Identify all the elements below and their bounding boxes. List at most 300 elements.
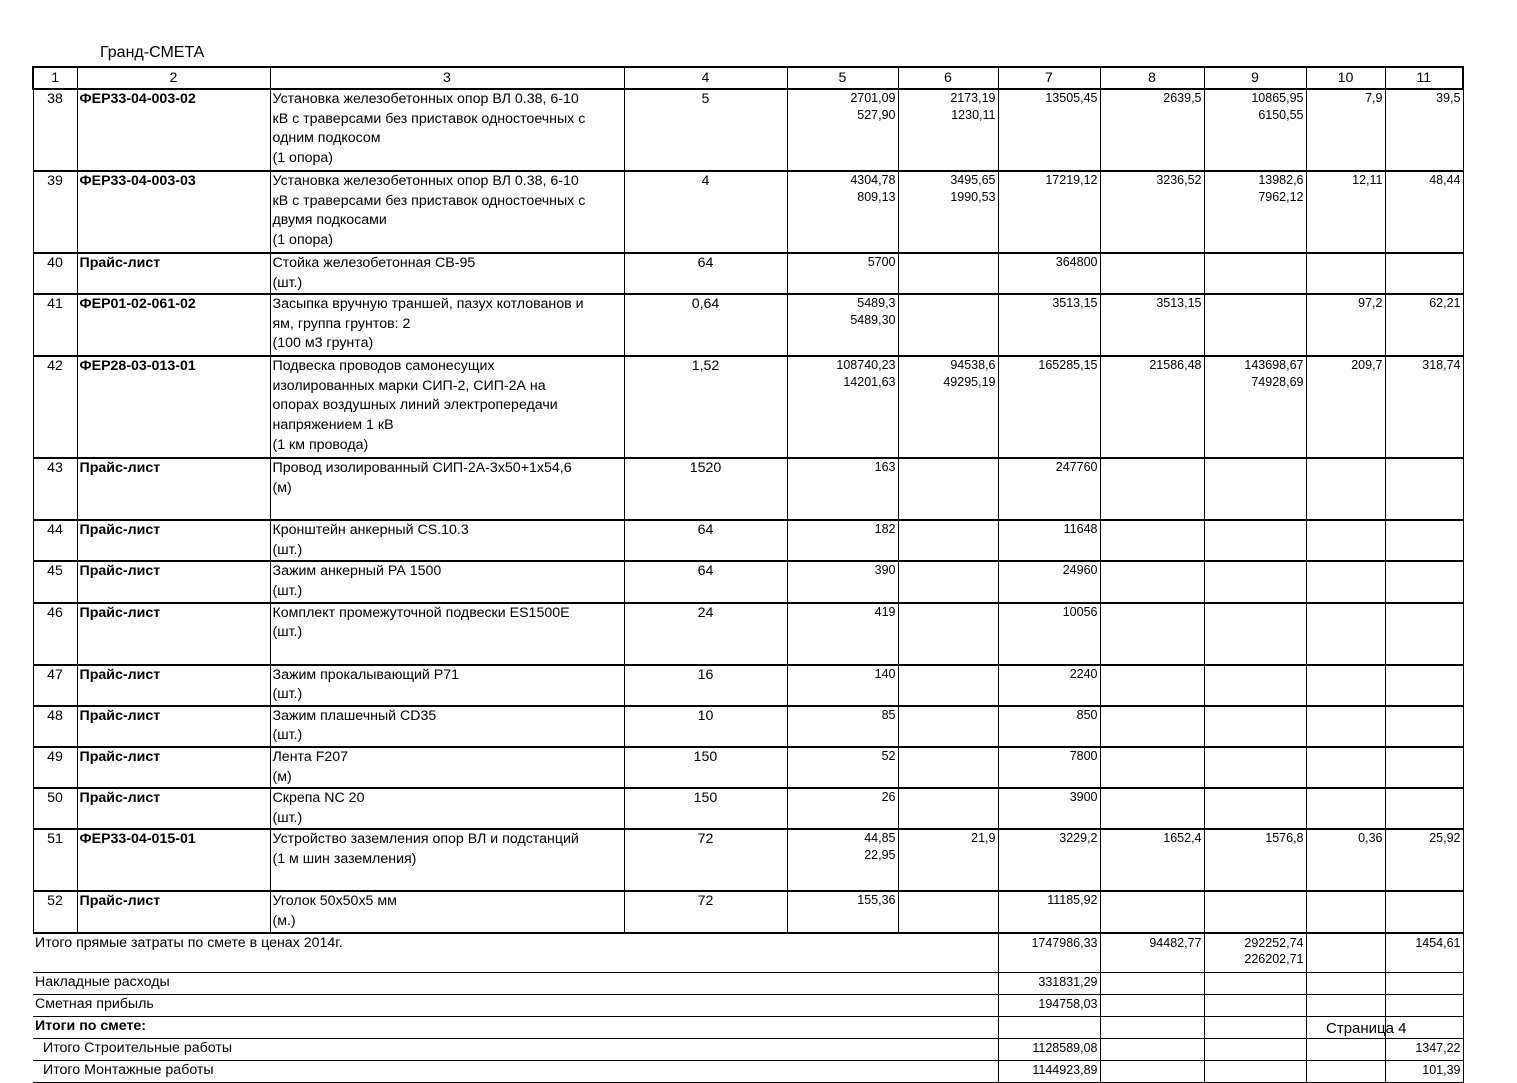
total-hours	[1385, 995, 1463, 1017]
quantity: 10	[624, 706, 787, 747]
value-line: 108740,23	[836, 358, 896, 373]
labor-hours-unit: 209,7	[1306, 356, 1385, 458]
unit-machine-cost	[898, 788, 998, 829]
labor-cost: 21586,48	[1100, 356, 1204, 458]
table-row	[33, 356, 1463, 458]
value-line: 3495,65	[950, 173, 996, 187]
value-line: 26	[881, 790, 896, 805]
work-description	[270, 829, 624, 891]
description-line: (м.)	[272, 912, 296, 929]
work-description	[270, 561, 624, 602]
row-number: 45	[33, 561, 77, 602]
value-line: 226202,71	[1244, 952, 1304, 966]
total-row-direct	[33, 933, 1463, 973]
machine-cost	[1204, 89, 1306, 171]
labor-hours-total	[1385, 706, 1463, 747]
total-machine	[1204, 1039, 1306, 1061]
total-row-summary	[33, 1017, 1463, 1039]
total-cost: 2240	[998, 665, 1100, 706]
total-cost: 850	[998, 706, 1100, 747]
labor-cost	[1100, 788, 1204, 829]
labor-hours-unit	[1306, 561, 1385, 602]
description-line: (м)	[272, 479, 292, 496]
total-hours: 1347,22	[1385, 1039, 1463, 1061]
description-line: (1 м шин заземления)	[272, 850, 417, 867]
description-line: Провод изолированный СИП-2А-3х50+1х54,6	[272, 460, 572, 477]
description-line: Зажим прокалывающий Р71	[272, 666, 460, 683]
row-number: 44	[33, 520, 77, 561]
row-number: 38	[33, 89, 77, 171]
value-line: 140	[874, 666, 896, 681]
total-amount: 1144923,89	[998, 1061, 1100, 1083]
column-number: 6	[898, 67, 998, 89]
description-line: одним подкосом	[272, 130, 381, 147]
description-line: (100 м3 грунта)	[272, 335, 374, 352]
description-line: напряжением 1 кВ	[272, 416, 394, 433]
unit-machine-cost	[898, 294, 998, 356]
description-line: Стойка железобетонная СВ-95	[272, 255, 476, 271]
table-row	[33, 747, 1463, 788]
machine-cost	[1204, 253, 1306, 294]
description-line: (шт.)	[272, 541, 303, 558]
labor-cost	[1100, 520, 1204, 561]
labor-cost	[1100, 891, 1204, 932]
labor-hours-unit: 0,36	[1306, 829, 1385, 891]
description-line: (шт.)	[272, 809, 303, 826]
value-line: 13982,6	[1258, 173, 1304, 187]
work-description	[270, 603, 624, 665]
unit-cost	[787, 356, 898, 458]
work-description	[270, 891, 624, 932]
total-cost: 247760	[998, 458, 1100, 520]
value-line: 182	[874, 522, 896, 537]
labor-hours-unit: 12,11	[1306, 171, 1385, 253]
quantity: 0,64	[624, 294, 787, 356]
quantity: 5	[624, 89, 787, 171]
labor-cost: 2639,5	[1100, 89, 1204, 171]
total-amount: 1128589,08	[998, 1039, 1100, 1061]
row-number: 49	[33, 747, 77, 788]
column-number: 7	[998, 67, 1100, 89]
labor-hours-total	[1385, 603, 1463, 665]
table-row	[33, 788, 1463, 829]
total-cost: 13505,45	[998, 89, 1100, 171]
labor-hours-total	[1385, 747, 1463, 788]
column-number: 1	[33, 67, 77, 89]
column-number-row	[33, 67, 1463, 89]
total-label: Итоги по смете:	[33, 1017, 998, 1039]
row-number: 41	[33, 294, 77, 356]
description-line: Засыпка вручную траншей, пазух котлованов и	[272, 296, 584, 313]
row-number: 50	[33, 788, 77, 829]
description-line: (шт.)	[272, 624, 303, 641]
table-row	[33, 294, 1463, 356]
description-line: кВ с траверсами без приставок одностоечных с	[272, 110, 586, 127]
row-number: 46	[33, 603, 77, 665]
machine-cost	[1204, 520, 1306, 561]
total-hours-unit	[1306, 973, 1385, 995]
labor-hours-total: 62,21	[1385, 294, 1463, 356]
unit-machine-cost	[898, 665, 998, 706]
column-number: 10	[1306, 67, 1385, 89]
total-cost: 10056	[998, 603, 1100, 665]
total-row-profit	[33, 995, 1463, 1017]
value-line: 1576,8	[1265, 831, 1304, 846]
column-number: 3	[270, 67, 624, 89]
rate-code: ФЕР33-04-003-03	[77, 171, 270, 253]
unit-machine-cost	[898, 747, 998, 788]
value-line: 74928,69	[1251, 374, 1304, 389]
rate-code: Прайс-лист	[77, 706, 270, 747]
total-cost: 24960	[998, 561, 1100, 602]
machine-cost	[1204, 561, 1306, 602]
table-row	[33, 171, 1463, 253]
value-line: 5489,30	[850, 312, 896, 327]
column-number: 9	[1204, 67, 1306, 89]
value-line: 52	[881, 748, 896, 763]
value-line: 44,85	[864, 831, 896, 846]
value-line: 163	[874, 460, 896, 475]
quantity: 1,52	[624, 356, 787, 458]
total-label: Итого прямые затраты по смете в ценах 2014г.	[33, 933, 998, 973]
value-line: 2173,19	[950, 91, 996, 105]
labor-hours-unit	[1306, 520, 1385, 561]
labor-hours-unit: 7,9	[1306, 89, 1385, 171]
labor-hours-unit	[1306, 747, 1385, 788]
labor-hours-unit	[1306, 603, 1385, 665]
total-hours: 1454,61	[1385, 933, 1463, 973]
table-row	[33, 665, 1463, 706]
unit-cost	[787, 891, 898, 932]
labor-cost	[1100, 253, 1204, 294]
unit-machine-cost	[898, 458, 998, 520]
total-hours	[1385, 973, 1463, 995]
unit-machine-cost	[898, 706, 998, 747]
machine-cost	[1204, 603, 1306, 665]
labor-hours-unit	[1306, 788, 1385, 829]
unit-machine-cost	[898, 520, 998, 561]
table-row	[33, 89, 1463, 171]
unit-cost	[787, 253, 898, 294]
quantity: 150	[624, 788, 787, 829]
table-row	[33, 458, 1463, 520]
row-number: 51	[33, 829, 77, 891]
row-number: 43	[33, 458, 77, 520]
table-row	[33, 829, 1463, 891]
unit-cost	[787, 603, 898, 665]
value-line: 6150,55	[1258, 107, 1304, 122]
total-hours-unit	[1306, 933, 1385, 973]
value-line: 22,95	[864, 847, 896, 862]
total-hours-unit	[1306, 995, 1385, 1017]
description-line: Установка железобетонных опор ВЛ 0.38, 6-10	[272, 91, 579, 107]
work-description	[270, 253, 624, 294]
labor-cost	[1100, 747, 1204, 788]
row-number: 40	[33, 253, 77, 294]
unit-cost	[787, 171, 898, 253]
description-line: Лента F207	[272, 748, 349, 765]
description-line: Подвеска проводов самонесущих	[272, 358, 495, 375]
quantity: 64	[624, 253, 787, 294]
estimate-table	[32, 66, 1464, 1083]
total-machine	[1204, 995, 1306, 1017]
labor-hours-total	[1385, 891, 1463, 932]
total-machine	[1204, 1017, 1306, 1039]
unit-cost	[787, 788, 898, 829]
work-description	[270, 356, 624, 458]
unit-machine-cost	[898, 356, 998, 458]
total-label: Итого Строительные работы	[33, 1039, 998, 1061]
machine-cost	[1204, 294, 1306, 356]
total-row-construction	[33, 1039, 1463, 1061]
total-labor	[1100, 1017, 1204, 1039]
rate-code: Прайс-лист	[77, 788, 270, 829]
description-line: Кронштейн анкерный CS.10.3	[272, 522, 469, 539]
labor-hours-total: 318,74	[1385, 356, 1463, 458]
rate-code: Прайс-лист	[77, 253, 270, 294]
total-cost: 11648	[998, 520, 1100, 561]
description-line: кВ с траверсами без приставок одностоечных с	[272, 192, 586, 209]
total-cost: 11185,92	[998, 891, 1100, 932]
value-line: 7962,12	[1258, 189, 1304, 204]
total-cost: 165285,15	[998, 356, 1100, 458]
row-number: 52	[33, 891, 77, 932]
table-row	[33, 520, 1463, 561]
total-row-overhead	[33, 973, 1463, 995]
total-machine	[1204, 973, 1306, 995]
description-line: Уголок 50х50х5 мм	[272, 893, 397, 910]
description-line: (м)	[272, 768, 292, 785]
work-description	[270, 665, 624, 706]
labor-hours-unit	[1306, 458, 1385, 520]
machine-cost	[1204, 665, 1306, 706]
total-amount: 331831,29	[998, 973, 1100, 995]
quantity: 1520	[624, 458, 787, 520]
machine-cost	[1204, 747, 1306, 788]
description-line: (1 опора)	[272, 231, 334, 248]
work-description	[270, 788, 624, 829]
value-line: 1990,53	[950, 189, 996, 204]
rate-code: Прайс-лист	[77, 891, 270, 932]
total-labor	[1100, 973, 1204, 995]
quantity: 72	[624, 829, 787, 891]
value-line: 85	[881, 707, 896, 722]
machine-cost	[1204, 829, 1306, 891]
total-amount	[998, 1017, 1100, 1039]
labor-cost	[1100, 665, 1204, 706]
quantity: 150	[624, 747, 787, 788]
value-line: 809,13	[857, 189, 896, 204]
total-labor: 94482,77	[1100, 933, 1204, 973]
unit-cost	[787, 665, 898, 706]
total-label: Итого Монтажные работы	[33, 1061, 998, 1083]
description-line: Устройство заземления опор ВЛ и подстанций	[272, 831, 579, 848]
quantity: 64	[624, 561, 787, 602]
column-number: 2	[77, 67, 270, 89]
value-line: 14201,63	[843, 374, 896, 389]
total-label: Сметная прибыль	[33, 995, 998, 1017]
labor-hours-total	[1385, 520, 1463, 561]
labor-hours-total: 39,5	[1385, 89, 1463, 171]
work-description	[270, 458, 624, 520]
machine-cost	[1204, 706, 1306, 747]
description-line: Скрепа NC 20	[272, 790, 365, 807]
value-line: 390	[874, 563, 896, 578]
value-line: 49295,19	[943, 374, 996, 389]
value-line: 527,90	[857, 107, 896, 122]
value-line: 155,36	[857, 893, 896, 908]
row-number: 39	[33, 171, 77, 253]
value-line: 5489,3	[857, 296, 896, 311]
description-line: опорах воздушных линий электропередачи	[272, 397, 558, 414]
rate-code: ФЕР28-03-013-01	[77, 356, 270, 458]
unit-cost	[787, 561, 898, 602]
labor-hours-total: 25,92	[1385, 829, 1463, 891]
total-hours: 101,39	[1385, 1061, 1463, 1083]
table-row	[33, 706, 1463, 747]
labor-hours-total	[1385, 458, 1463, 520]
machine-cost	[1204, 458, 1306, 520]
rate-code: Прайс-лист	[77, 520, 270, 561]
unit-cost	[787, 89, 898, 171]
total-hours-unit	[1306, 1039, 1385, 1061]
row-number: 42	[33, 356, 77, 458]
unit-machine-cost	[898, 891, 998, 932]
description-line: (1 км провода)	[272, 436, 369, 453]
column-number: 11	[1385, 67, 1463, 89]
description-line: (шт.)	[272, 686, 303, 703]
description-line: ям, группа грунтов: 2	[272, 315, 411, 332]
work-description	[270, 294, 624, 356]
description-line: (1 опора)	[272, 149, 334, 166]
value-line: 419	[874, 604, 896, 619]
quantity: 64	[624, 520, 787, 561]
total-amount: 194758,03	[998, 995, 1100, 1017]
total-cost: 3900	[998, 788, 1100, 829]
unit-machine-cost	[898, 89, 998, 171]
labor-hours-unit: 97,2	[1306, 294, 1385, 356]
value-line: 4304,78	[850, 173, 896, 187]
total-cost: 3229,2	[998, 829, 1100, 891]
unit-machine-cost	[898, 171, 998, 253]
quantity: 4	[624, 171, 787, 253]
total-labor	[1100, 995, 1204, 1017]
unit-cost	[787, 829, 898, 891]
labor-hours-total: 48,44	[1385, 171, 1463, 253]
value-line: 5700	[867, 255, 896, 269]
labor-hours-unit	[1306, 665, 1385, 706]
labor-cost: 1652,4	[1100, 829, 1204, 891]
rate-code: Прайс-лист	[77, 603, 270, 665]
table-row	[33, 603, 1463, 665]
description-line: (шт.)	[272, 727, 303, 744]
work-description	[270, 520, 624, 561]
rate-code: Прайс-лист	[77, 747, 270, 788]
value-line: 292252,74	[1244, 935, 1304, 950]
total-cost: 7800	[998, 747, 1100, 788]
rate-code: Прайс-лист	[77, 561, 270, 602]
work-description	[270, 747, 624, 788]
column-number: 4	[624, 67, 787, 89]
row-number: 47	[33, 665, 77, 706]
total-machine	[1204, 933, 1306, 973]
labor-cost	[1100, 706, 1204, 747]
rate-code: Прайс-лист	[77, 458, 270, 520]
rate-code: ФЕР33-04-003-02	[77, 89, 270, 171]
unit-cost	[787, 747, 898, 788]
unit-cost	[787, 520, 898, 561]
page-number: Страница 4	[1326, 1020, 1407, 1037]
total-cost: 364800	[998, 253, 1100, 294]
unit-machine-cost	[898, 561, 998, 602]
table-row	[33, 253, 1463, 294]
total-cost: 3513,15	[998, 294, 1100, 356]
rate-code: Прайс-лист	[77, 665, 270, 706]
value-line: 1230,11	[951, 107, 996, 122]
labor-hours-unit	[1306, 253, 1385, 294]
machine-cost	[1204, 891, 1306, 932]
unit-machine-cost	[898, 829, 998, 891]
row-number: 48	[33, 706, 77, 747]
machine-cost	[1204, 171, 1306, 253]
labor-hours-unit	[1306, 706, 1385, 747]
table-row	[33, 561, 1463, 602]
machine-cost	[1204, 356, 1306, 458]
total-label: Накладные расходы	[33, 973, 998, 995]
labor-hours-total	[1385, 788, 1463, 829]
column-number: 8	[1100, 67, 1204, 89]
labor-cost	[1100, 603, 1204, 665]
unit-cost	[787, 294, 898, 356]
description-line: Зажим анкерный РА 1500	[272, 563, 442, 580]
labor-cost	[1100, 458, 1204, 520]
description-line: двумя подкосами	[272, 212, 387, 229]
total-cost: 17219,12	[998, 171, 1100, 253]
description-line: (шт.)	[272, 582, 303, 599]
column-number: 5	[787, 67, 898, 89]
quantity: 16	[624, 665, 787, 706]
labor-hours-unit	[1306, 891, 1385, 932]
work-description	[270, 171, 624, 253]
rate-code: ФЕР33-04-015-01	[77, 829, 270, 891]
description-line: изолированных марки СИП-2, СИП-2А на	[272, 377, 546, 394]
labor-hours-total	[1385, 665, 1463, 706]
unit-cost	[787, 706, 898, 747]
value-line: 2701,09	[850, 91, 896, 105]
machine-cost	[1204, 788, 1306, 829]
description-line: Зажим плашечный CD35	[272, 707, 437, 724]
description-line: Установка железобетонных опор ВЛ 0.38, 6-10	[272, 173, 579, 189]
value-line: 143698,67	[1244, 358, 1304, 373]
work-description	[270, 89, 624, 171]
labor-cost: 3236,52	[1100, 171, 1204, 253]
labor-hours-total	[1385, 253, 1463, 294]
unit-cost	[787, 458, 898, 520]
value-line: 10865,95	[1251, 91, 1304, 105]
description-line: Комплект промежуточной подвески ES1500E	[272, 604, 570, 621]
labor-cost	[1100, 561, 1204, 602]
value-line: 21,9	[971, 831, 996, 846]
labor-hours-total	[1385, 561, 1463, 602]
rate-code: ФЕР01-02-061-02	[77, 294, 270, 356]
total-labor	[1100, 1039, 1204, 1061]
unit-machine-cost	[898, 253, 998, 294]
labor-cost: 3513,15	[1100, 294, 1204, 356]
table-row	[33, 891, 1463, 932]
unit-machine-cost	[898, 603, 998, 665]
quantity: 24	[624, 603, 787, 665]
description-line: (шт.)	[272, 274, 303, 291]
